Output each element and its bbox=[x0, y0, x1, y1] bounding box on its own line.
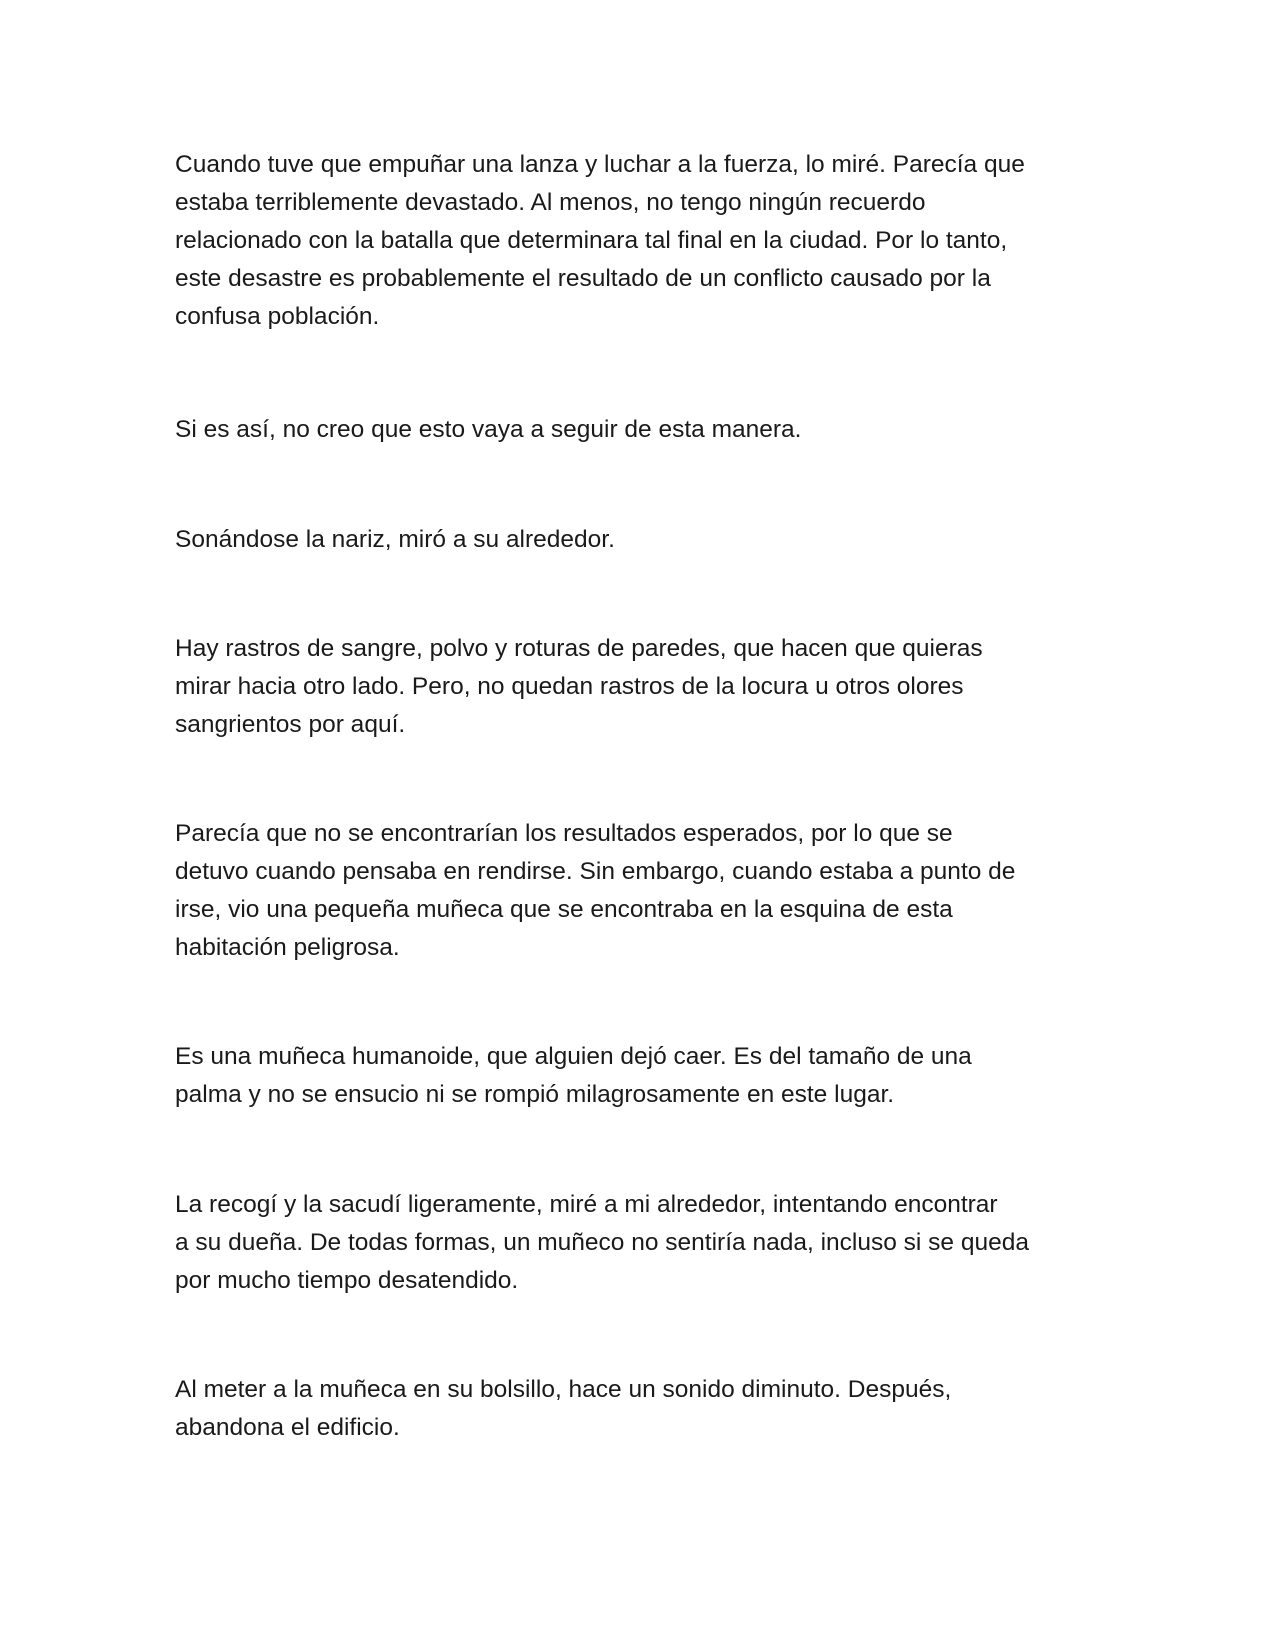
paragraph-1: Cuando tuve que empuñar una lanza y luchar a la fuerza, lo miré. Parecía que estaba terriblemente devastado. Al menos, no tengo ningún recuerdo relacionado con la batalla que determinara tal final en la ciudad. Por lo tanto, este desastre es probablemente el resultado de un conflicto causado por la confusa población. bbox=[175, 151, 1025, 330]
paragraph-7: La recogí y la sacudí ligeramente, miré a mi alrededor, intentando encontrar a su dueña. De todas formas, un muñeco no sentiría nada, incluso si se queda por mucho tiempo desatendido. bbox=[175, 1191, 1029, 1294]
paragraph-6: Es una muñeca humanoide, que alguien dejó caer. Es del tamaño de una palma y no se ensucio ni se rompió milagrosamente en este lugar. bbox=[175, 1043, 972, 1108]
paragraph-3: Sonándose la nariz, miró a su alrededor. bbox=[175, 526, 615, 553]
paragraph-8: Al meter a la muñeca en su bolsillo, hace un sonido diminuto. Después, abandona el edificio. bbox=[175, 1376, 952, 1441]
paragraph-5: Parecía que no se encontrarían los resultados esperados, por lo que se detuvo cuando pensaba en rendirse. Sin embargo, cuando estaba a punto de irse, vio una pequeña muñeca que se encontraba en la esquina de esta habitación peligrosa. bbox=[175, 820, 1016, 961]
paragraph-2: Si es así, no creo que esto vaya a seguir de esta manera. bbox=[175, 416, 802, 443]
paragraph-4: Hay rastros de sangre, polvo y roturas de paredes, que hacen que quieras mirar hacia otro lado. Pero, no quedan rastros de la locura u otros olores sangrientos por aquí. bbox=[175, 635, 983, 738]
